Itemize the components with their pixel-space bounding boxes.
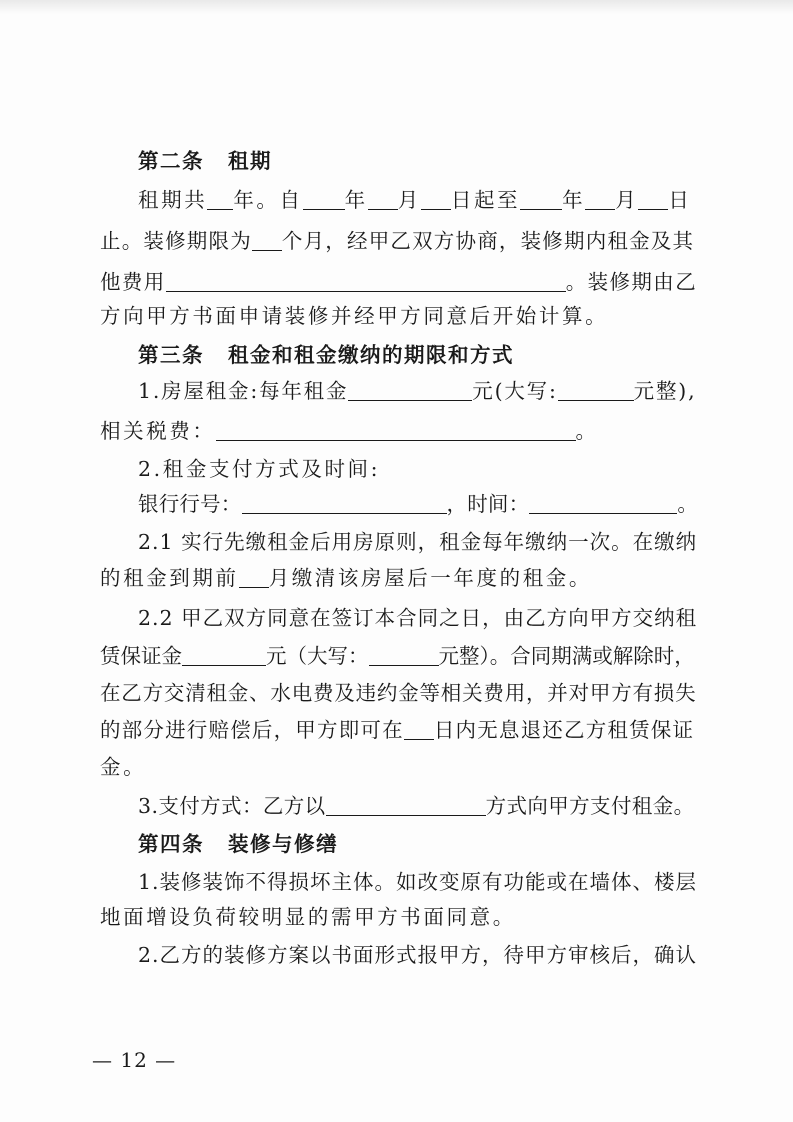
clause-2-2-line1: 2.2 甲乙双方同意在签订本合同之日，由乙方向甲方交纳租 [138, 606, 698, 630]
blank-annual-rent [348, 378, 472, 401]
article4-line3: 2.乙方的装修方案以书面形式报甲方，待甲方审核后，确认 [138, 943, 698, 967]
article4-heading [138, 830, 698, 858]
article2-heading [138, 147, 698, 175]
article-number: 第三条 [138, 343, 204, 367]
pay-method-line: 2.租金支付方式及时间: [138, 457, 381, 481]
article2-line1: 租期共 年。自 年 月 日起至 年 月 日 [138, 188, 692, 212]
blank-start-day [421, 187, 451, 210]
blank-refund-days [404, 717, 434, 740]
blank-end-month [585, 187, 615, 210]
article-title: 租期 [228, 149, 272, 173]
bank-line: 银行行号： ，时间： 。 [138, 492, 699, 516]
blank-time [529, 491, 677, 514]
blank-bank-number [242, 491, 447, 514]
blank-rent-uppercase [558, 378, 634, 401]
blank-end-day [638, 187, 668, 210]
article-number: 第四条 [138, 832, 204, 856]
blank-deposit [182, 643, 266, 666]
article3-heading [138, 341, 698, 369]
article-number: 第二条 [138, 149, 204, 173]
tax-line: 相关税费： 。 [100, 419, 599, 443]
article-title: 装修与修缮 [228, 832, 338, 856]
scan-edge [0, 0, 793, 14]
article2-line4: 方向甲方书面申请装修并经甲方同意后开始计算。 [100, 304, 609, 328]
article-title: 租金和租金缴纳的期限和方式 [228, 343, 514, 367]
rent-line: 1.房屋租金:每年租金 元(大写: 元整), [138, 379, 697, 403]
blank-deposit-uppercase [369, 643, 439, 666]
blank-months-before [239, 565, 269, 588]
article4-line1: 1.装修装饰不得损坏主体。如改变原有功能或在墙体、楼层 [138, 870, 698, 894]
blank-payment-method [326, 793, 486, 816]
clause-2-2-line5: 金。 [100, 755, 147, 779]
article4-line2: 地面增设负荷较明显的需甲方书面同意。 [100, 905, 516, 929]
blank-years [207, 187, 233, 210]
clause-2-2-line2: 赁保证金 元（大写： 元整）。合同期满或解除时， [100, 644, 695, 668]
blank-end-year [520, 187, 562, 210]
clause-2-1-line1: 2.1 实行先缴租金后用房原则，租金每年缴纳一次。在缴纳 [138, 530, 698, 554]
blank-tax [216, 418, 576, 441]
clause-2-2-line3: 在乙方交清租金、水电费及违约金等相关费用，并对甲方有损失 [100, 681, 697, 705]
blank-decoration-months [252, 228, 282, 251]
clause-2-1-line2: 的租金到期前 月缴清该房屋后一年度的租金。 [100, 566, 593, 590]
blank-start-year [303, 187, 345, 210]
page-number: — 12 — [92, 1048, 177, 1072]
blank-start-month [368, 187, 398, 210]
blank-other-fees [166, 269, 566, 292]
clause-2-2-line4: 的部分进行赔偿后，甲方即可在 日内无息退还乙方租赁保证 [100, 718, 695, 742]
article2-line3: 他费用 。装修期由乙 [100, 270, 698, 294]
payment-method-line: 3.支付方式：乙方以 方式向甲方支付租金。 [138, 794, 695, 818]
article2-line2: 止。装修期限为 个月，经甲乙双方协商，装修期内租金及其 [100, 229, 695, 253]
